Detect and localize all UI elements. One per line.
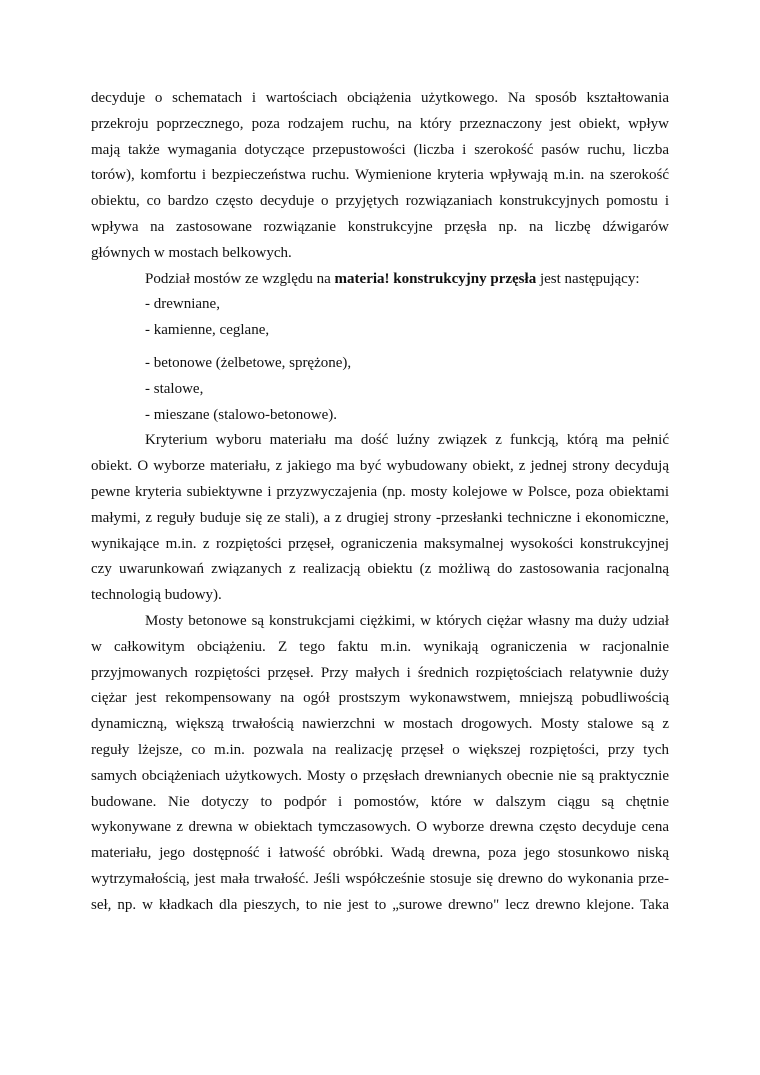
list-item: - kamienne, ceglane, — [145, 322, 270, 339]
text-line: wpływa na zastosowane rozwiązanie konstrukcyjne przęsła np. na liczbę dźwigarów — [91, 218, 669, 235]
text-line: seł, np. w kładkach dla pieszych, to nie jest to „surowe drewno" lecz drewno klejone. Taka — [91, 896, 669, 913]
text-line: obiektu, co bardzo często decyduje o przyjętych rozwiązaniach konstrukcyjnych pomostu i — [91, 193, 669, 210]
text-line: dynamiczną, większą trwałością nawierzchni w mostach drogowych. Mosty stalowe są z — [91, 716, 669, 733]
text-line: wykonywane z drewna w obiektach tymczasowych. O wyborze drewna często decyduje cena — [91, 819, 669, 836]
text-line: materiału, jego dostępność i łatwość obróbki. Wadą drewna, poza jego stosunkowo niską — [91, 845, 669, 862]
text-line: małymi, z reguły buduje się ze stali), a z drugiej strony -przesłanki techniczne i ekonomiczne, — [91, 509, 669, 526]
emphasized-term: materia! konstrukcyjny przęsła — [334, 270, 537, 287]
division-section — [91, 267, 669, 429]
text-line: torów), komfortu i bezpieczeństwa ruchu. Wymienione kryteria wpływają m.in. na szerokość — [91, 167, 669, 184]
text-line: przyjmowanych rozpiętości przęseł. Przy małych i średnich rozpiętościach relatywnie duży — [91, 664, 669, 681]
text-line: samych obciążeniach użytkowych. Mosty o przęsłach drewnianych obecnie nie są praktycznie — [91, 767, 669, 784]
list-item: - mieszane (stalowo-betonowe). — [145, 406, 338, 423]
division-intro: Podział mostów ze względu na materia! konstrukcyjny przęsła jest następujący: — [145, 270, 640, 287]
text-line: Mosty betonowe są konstrukcjami ciężkimi, w których ciężar własny ma duży udział — [145, 612, 669, 629]
text-line: Kryterium wyboru materiału ma dość luźny związek z funkcją, którą ma pełnić — [145, 432, 669, 449]
text-line: decyduje o schematach i wartościach obciążenia użytkowego. Na sposób kształtowania — [91, 90, 669, 106]
list-item: - stalowe, — [145, 380, 204, 397]
text-line: obiekt. O wyborze materiału, z jakiego ma być wybudowany obiekt, z jednej strony decydują — [91, 458, 669, 475]
text-line: w całkowitym obciążeniu. Z tego faktu m.in. wynikają ograniczenia w racjonalnie — [91, 638, 669, 655]
body-text — [91, 86, 669, 919]
text-line: ciężar jest rekompensowany na ogół prostszym wykonawstwem, mniejszą pobudliwością — [91, 690, 669, 707]
text-line: wynikające m.in. z rozpiętości przęseł, ograniczenia maksymalnej wysokości konstrukcyjnej — [91, 535, 669, 552]
list-item: - drewniane, — [145, 296, 220, 313]
text-line: mają także wymagania dotyczące przepustowości (liczba i szerokość pasów ruchu, liczba — [91, 141, 669, 158]
text-line: technologią budowy). — [91, 587, 222, 604]
text-line: głównych w mostach belkowych. — [91, 244, 292, 261]
text-line: czy uwarunkowań związanych z realizacją obiektu (z możliwą do zastosowania racjonalną — [91, 561, 669, 578]
paragraph-1 — [91, 86, 669, 267]
text-line: reguły lżejsze, co m.in. pozwala na realizację przęseł o większej rozpiętości, przy tych — [91, 741, 669, 758]
text-line: wytrzymałością, jest mała trwałość. Jeśli współcześnie stosuje się drewno do wykonania prze- — [91, 870, 669, 887]
paragraph-2 — [91, 428, 669, 609]
paragraph-3 — [91, 609, 669, 919]
text-line: pewne kryteria subiektywne i przyzwyczajenia (np. mosty kolejowe w Polsce, poza obiektami — [91, 483, 669, 500]
list-item: - betonowe (żelbetowe, sprężone), — [145, 354, 352, 371]
text-line: budowane. Nie dotyczy to podpór i pomostów, które w dalszym ciągu są chętnie — [91, 793, 669, 810]
list-gap — [91, 344, 669, 351]
text-line: przekroju poprzecznego, poza rodzajem ruchu, na który przeznaczony jest obiekt, wpływ — [91, 115, 669, 132]
